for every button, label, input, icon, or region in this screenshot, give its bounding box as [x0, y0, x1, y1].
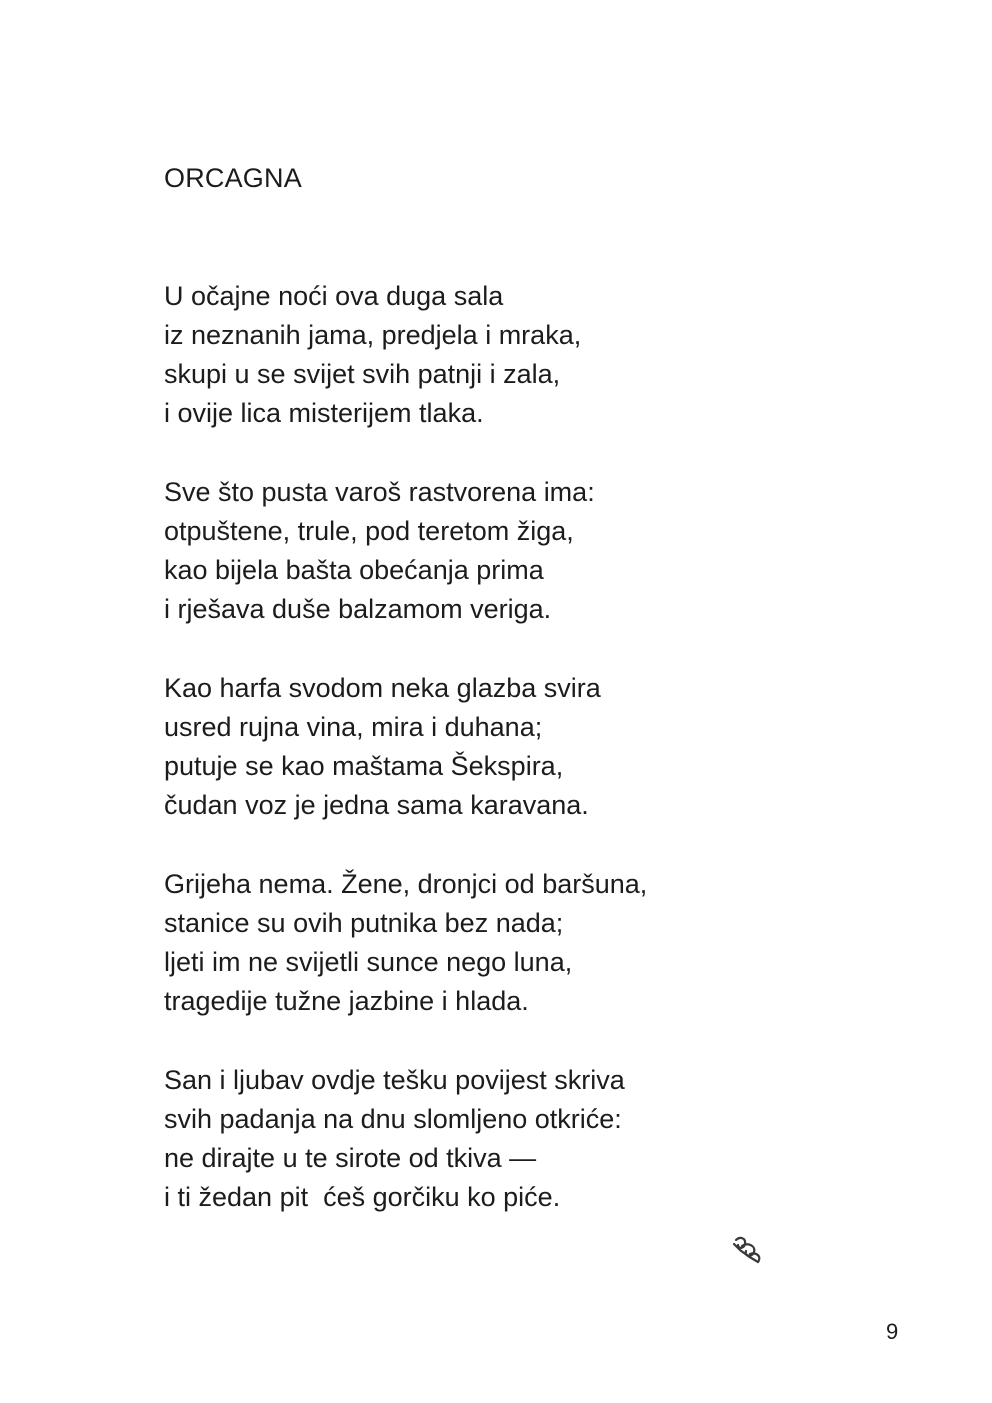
verse-line: San i ljubav ovdje tešku povijest skriva: [164, 1065, 625, 1095]
leaf-ornament-icon: [728, 1232, 770, 1268]
stanza-2: [164, 473, 595, 629]
verse-line: i ti žedan pit ćeš gorčiku ko piće.: [164, 1182, 561, 1212]
verse-line: i rješava duše balzamom veriga.: [164, 594, 552, 624]
verse-line: putuje se kao maštama Šekspira,: [164, 751, 564, 781]
verse-line: usred rujna vina, mira i duhana;: [164, 712, 543, 742]
verse-line: svih padanja na dnu slomljeno otkriće:: [164, 1104, 622, 1134]
stanza-1: [164, 277, 581, 433]
verse-line: otpuštene, trule, pod teretom žiga,: [164, 516, 574, 546]
verse-line: skupi u se svijet svih patnji i zala,: [164, 359, 561, 389]
stanza-4: [164, 865, 647, 1021]
verse-line: stanice su ovih putnika bez nada;: [164, 908, 564, 938]
verse-line: Grijeha nema. Žene, dronjci od baršuna,: [164, 869, 648, 899]
verse-line: Sve što pusta varoš rastvorena ima:: [164, 477, 595, 507]
verse-line: čudan voz je jedna sama karavana.: [164, 790, 589, 820]
verse-line: i ovije lica misterijem tlaka.: [164, 398, 484, 428]
poem-title: ORCAGNA: [164, 163, 302, 193]
verse-line: kao bijela bašta obećanja prima: [164, 555, 544, 585]
verse-line: Kao harfa svodom neka glazba svira: [164, 673, 601, 703]
verse-line: tragedije tužne jazbine i hlada.: [164, 986, 529, 1016]
verse-line: ljeti im ne svijetli sunce nego luna,: [164, 947, 573, 977]
verse-line: ne dirajte u te sirote od tkiva —: [164, 1143, 537, 1173]
verse-line: iz neznanih jama, predjela i mraka,: [164, 320, 582, 350]
stanza-3: [164, 669, 601, 825]
verse-line: U očajne noći ova duga sala: [164, 281, 504, 311]
page-number: 9: [886, 1319, 899, 1344]
stanza-5: [164, 1061, 625, 1217]
